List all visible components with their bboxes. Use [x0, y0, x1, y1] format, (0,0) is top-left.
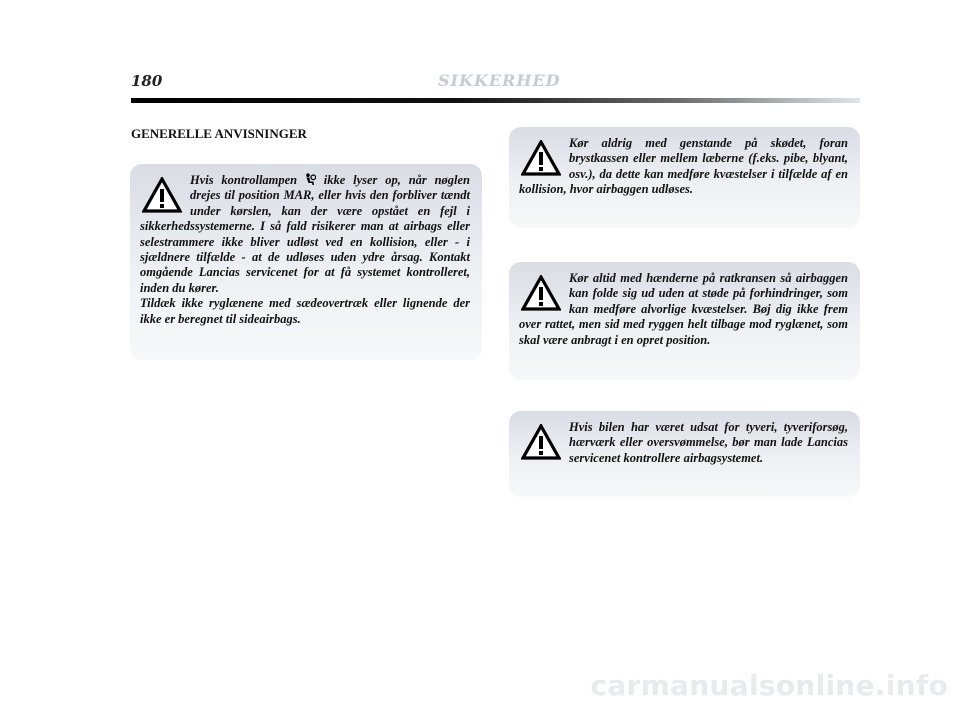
warning-text: Hvis kontrollampen ikke lyser op, når nøglen drejes til position MAR, eller hvis den forbliver tændt under kørslen, kan der være opstået en fejl i sikkerhedssystemerne. I så fald risikerer man at airbags eller selestrammere ikke bliver udløst ved en kollision, eller - i sjældnere tilfælde - at de udløses uden ydre årsag. Kontakt omgående Lancias servicenet for at få systemet kontrolleret, inden du kører. Tildæk ikke ryglænene med sædeovertræk eller lignende der ikke er beregnet til sideairbags. [140, 173, 471, 326]
warning-triangle-icon [521, 140, 561, 176]
header-rule [131, 98, 860, 103]
warning-box-objects [509, 127, 860, 228]
warning-text: Kør aldrig med genstande på skødet, foran brystkassen eller mellem læberne (f.eks. pibe, blyant, osv.), da dette kan medføre kvæstelser i tilfælde af en kollision, hvor airbaggen udløses. [519, 136, 848, 197]
warning-triangle-icon [521, 424, 561, 460]
airbag-indicator-icon [305, 173, 316, 186]
warning-triangle-icon [142, 177, 182, 213]
page-heading: GENERELLE ANVISNINGER [131, 126, 307, 141]
warning-box-hands-on-wheel [509, 262, 860, 380]
warning-triangle-icon [521, 275, 561, 311]
page-number: 180 [131, 72, 163, 90]
warning-box-theft [509, 411, 860, 497]
warning-text: Kør altid med hænderne på ratkransen så airbaggen kan folde sig ud uden at støde på forhindringer, som kan medføre alvorlige kvæstelser. Bøj dig ikke frem over rattet, men sid med ryggen helt tilbage mod ryglænet, som skal være anbragt i en opret position. [519, 271, 848, 347]
section-title: SIKKERHED [438, 71, 561, 90]
warning-text: Hvis bilen har været udsat for tyveri, tyveriforsøg, hærværk eller oversvømmelse, bør man lade Lancias servicenet kontrollere airbagsystemet. [569, 420, 848, 465]
watermark: carmanualsonline.info [590, 669, 948, 702]
warning-box-airbag-lamp [130, 164, 482, 360]
